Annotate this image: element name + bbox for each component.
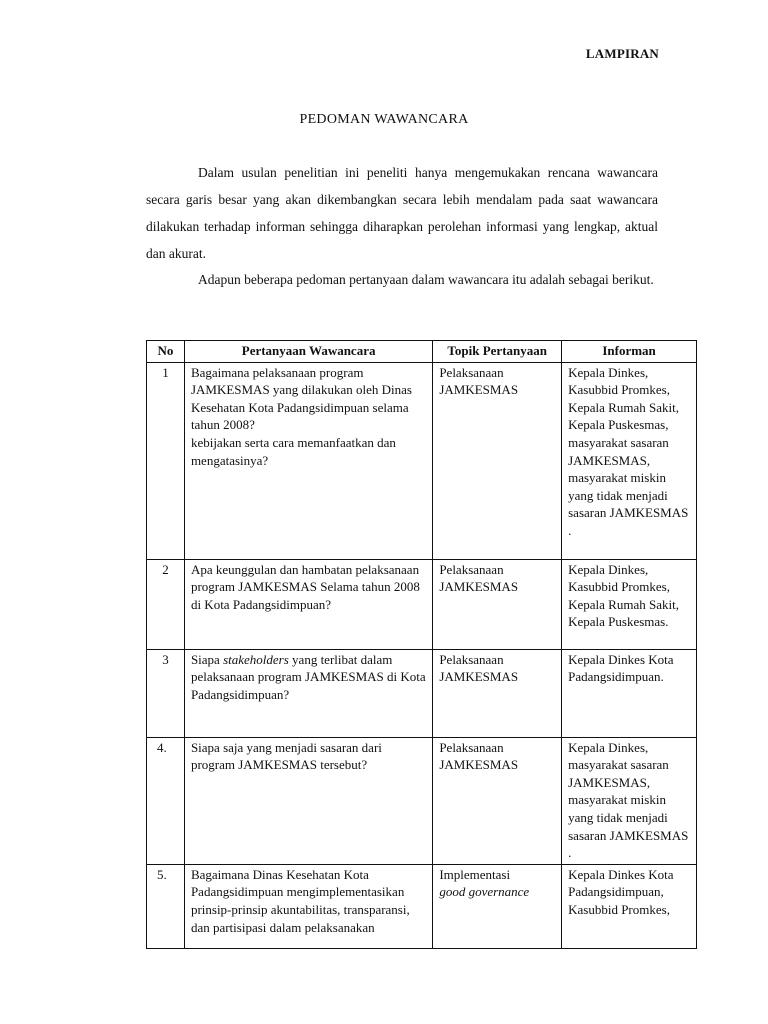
intro-paragraph xyxy=(146,159,658,267)
appendix-label: LAMPIRAN xyxy=(585,46,659,61)
header-no: No xyxy=(147,341,185,363)
question-cell: Siapa saja yang menjadi sasaran dari program JAMKESMAS tersebut? xyxy=(184,737,432,864)
informant-cell: Kepala Dinkes Kota Padangsidimpuan. xyxy=(562,649,697,737)
page-title: PEDOMAN WAWANCARA xyxy=(299,112,469,127)
row-number: 5. xyxy=(147,864,185,948)
informant-cell: Kepala Dinkes, masyarakat sasaran JAMKESMAS, masyarakat miskin yang tidak menjadi sasaran JAMKESMAS . xyxy=(562,737,697,864)
informant-cell: Kepala Dinkes, Kasubbid Promkes, Kepala Rumah Sakit, Kepala Puskesmas, masyarakat sasaran JAMKESMAS, masyarakat miskin yang tidak menjadi sasaran JAMKESMAS . xyxy=(562,362,697,559)
paragraph-text: Dalam usulan penelitian ini peneliti hanya mengemukakan rencana wawancara secara garis besar yang akan dikembangkan secara lebih mendalam pada saat wawancara dilakukan terhadap informan sehingga diharapkan perolehan informasi yang lengkap, aktual dan akurat. xyxy=(146,165,658,261)
question-cell: Apa keunggulan dan hambatan pelaksanaan program JAMKESMAS Selama tahun 2008 di Kota Padangsidimpuan? xyxy=(184,559,432,649)
paragraph-text: Adapun beberapa pedoman pertanyaan dalam wawancara itu adalah sebagai berikut. xyxy=(198,272,654,287)
lead-in-paragraph xyxy=(146,266,658,293)
table-header-row xyxy=(147,341,697,363)
question-text: Siapa xyxy=(190,651,224,667)
row-number: 3 xyxy=(147,649,185,737)
row-number: 4. xyxy=(147,737,185,864)
table-row xyxy=(147,864,697,948)
question-cell: Bagaimana Dinas Kesehatan Kota Padangsidimpuan mengimplementasikan prinsip-prinsip akuntabilitas, transparansi, dan partisipasi dalam pelaksanakan xyxy=(184,864,432,948)
header-topic: Topik Pertanyaan xyxy=(433,341,562,363)
header-question: Pertanyaan Wawancara xyxy=(184,341,432,363)
topic-cell xyxy=(433,864,562,948)
informant-cell: Kepala Dinkes Kota Padangsidimpuan, Kasubbid Promkes, xyxy=(562,864,697,948)
topic-cell: Pelaksanaan JAMKESMAS xyxy=(433,737,562,864)
question-emphasis: stakeholders xyxy=(223,651,289,667)
question-cell xyxy=(184,649,432,737)
question-cell: Bagaimana pelaksanaan program JAMKESMAS yang dilakukan oleh Dinas Kesehatan Kota Padangsidimpuan selama tahun 2008? kebijakan serta cara memanfaatkan dan mengatasinya? xyxy=(184,362,432,559)
row-number: 1 xyxy=(147,362,185,559)
topic-emphasis: good governance xyxy=(439,884,530,900)
header-informant: Informan xyxy=(562,341,697,363)
topic-cell: Pelaksanaan JAMKESMAS xyxy=(433,649,562,737)
row-number: 2 xyxy=(147,559,185,649)
table-row xyxy=(147,649,697,737)
topic-cell: Pelaksanaan JAMKESMAS xyxy=(433,559,562,649)
informant-cell: Kepala Dinkes, Kasubbid Promkes, Kepala Rumah Sakit, Kepala Puskesmas. xyxy=(562,559,697,649)
question-text: yang terlibat dalam pelaksanaan program JAMKESMAS di Kota Padangsidimpuan? xyxy=(190,651,426,702)
topic-text: Implementasi xyxy=(439,866,511,882)
table-row xyxy=(147,737,697,864)
table-row xyxy=(147,362,697,559)
topic-cell: Pelaksanaan JAMKESMAS xyxy=(433,362,562,559)
interview-guide-table xyxy=(146,340,697,949)
table-row xyxy=(147,559,697,649)
